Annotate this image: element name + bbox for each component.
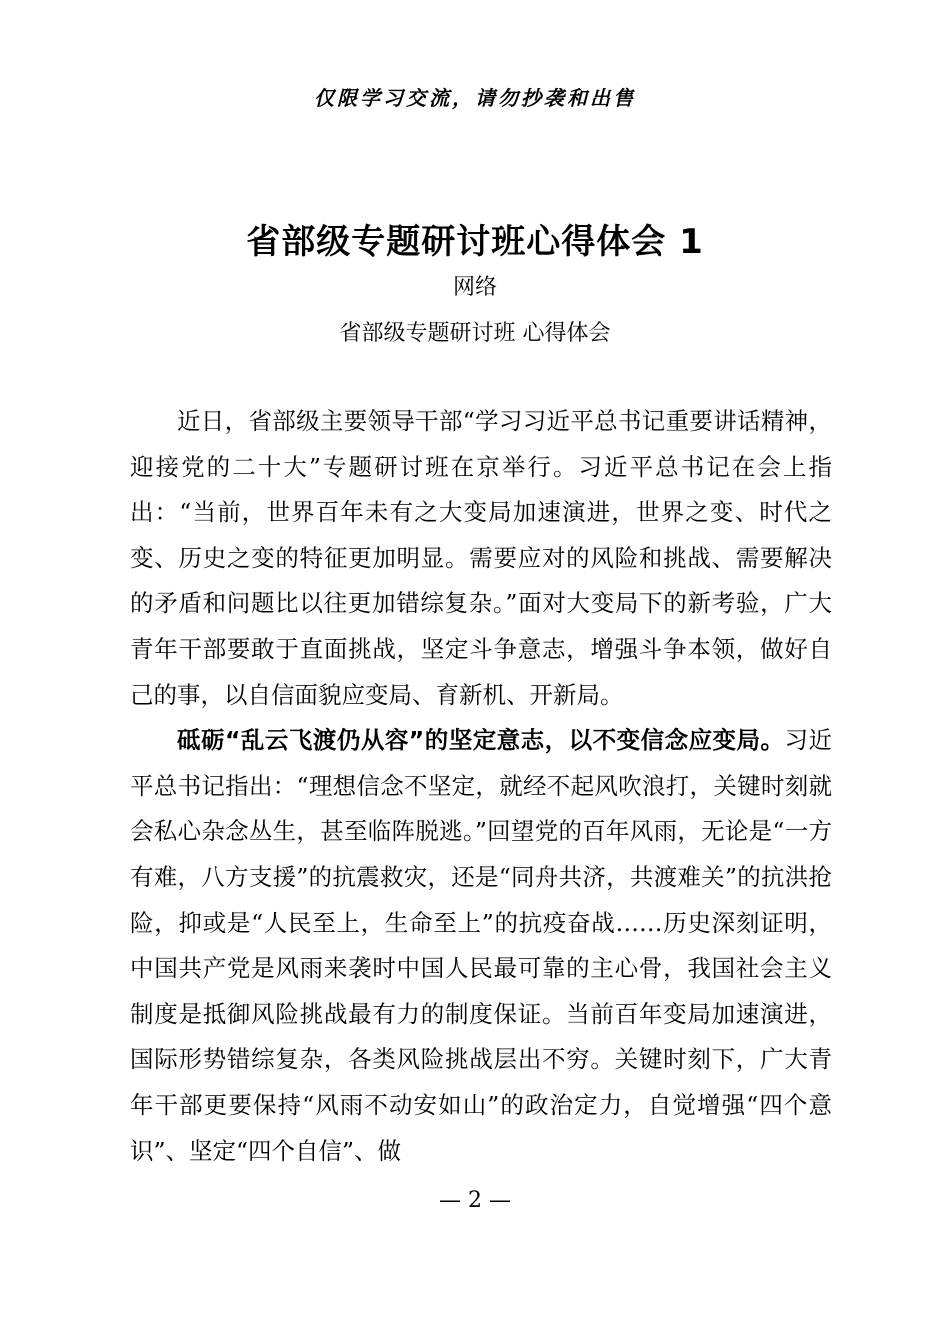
header-notice: 仅限学习交流，请勿抄袭和出售 xyxy=(314,86,636,110)
body-paragraph xyxy=(130,718,832,1174)
document-title: 省部级专题研讨班心得体会 1 xyxy=(246,222,704,262)
document-keywords: 省部级专题研讨班 心得体会 xyxy=(339,321,611,346)
paragraph-text: 近日，省部级主要领导干部“学习习近平总书记重要讲话精神，迎接党的二十大”专题研讨班在京举行。习近平总书记在会上指出：“当前，世界百年未有之大变局加速演进，世界之变、时代之变、历史之变的特征更加明显。需要应对的风险和挑战、需要解决的矛盾和问题比以往更加错综复杂。”面对大变局下的新考验，广大青年干部要敢于直面挑战，坚定斗争意志，增强斗争本领，做好自己的事，以自信面貌应变局、育新机、开新局。 xyxy=(130,407,832,709)
document-body xyxy=(130,399,832,1174)
body-paragraph xyxy=(130,399,832,718)
paragraph-lead-heading: 砥砺“乱云飞渡仍从容”的坚定意志，以不变信念应变局。 xyxy=(177,726,785,755)
paragraph-text: 习近平总书记指出：“理想信念不坚定，就经不起风吹浪打，关键时刻就会私心杂念丛生，甚至临阵脱逃。”回望党的百年风雨，无论是“一方有难，八方支援”的抗震救灾，还是“同舟共济，共渡难关”的抗洪抢险，抑或是“人民至上，生命至上”的抗疫奋战……历史深刻证明，中国共产党是风雨来袭时中国人民最可靠的主心骨，我国社会主义制度是抵御风险挑战最有力的制度保证。当前百年变局加速演进，国际形势错综复杂，各类风险挑战层出不穷。关键时刻下，广大青年干部更要保持“风雨不动安如山”的政治定力，自觉增强“四个意识”、坚定“四个自信”、做 xyxy=(130,726,833,1165)
document-author: 网络 xyxy=(452,275,497,300)
page-number: — 2 — xyxy=(439,1188,511,1213)
